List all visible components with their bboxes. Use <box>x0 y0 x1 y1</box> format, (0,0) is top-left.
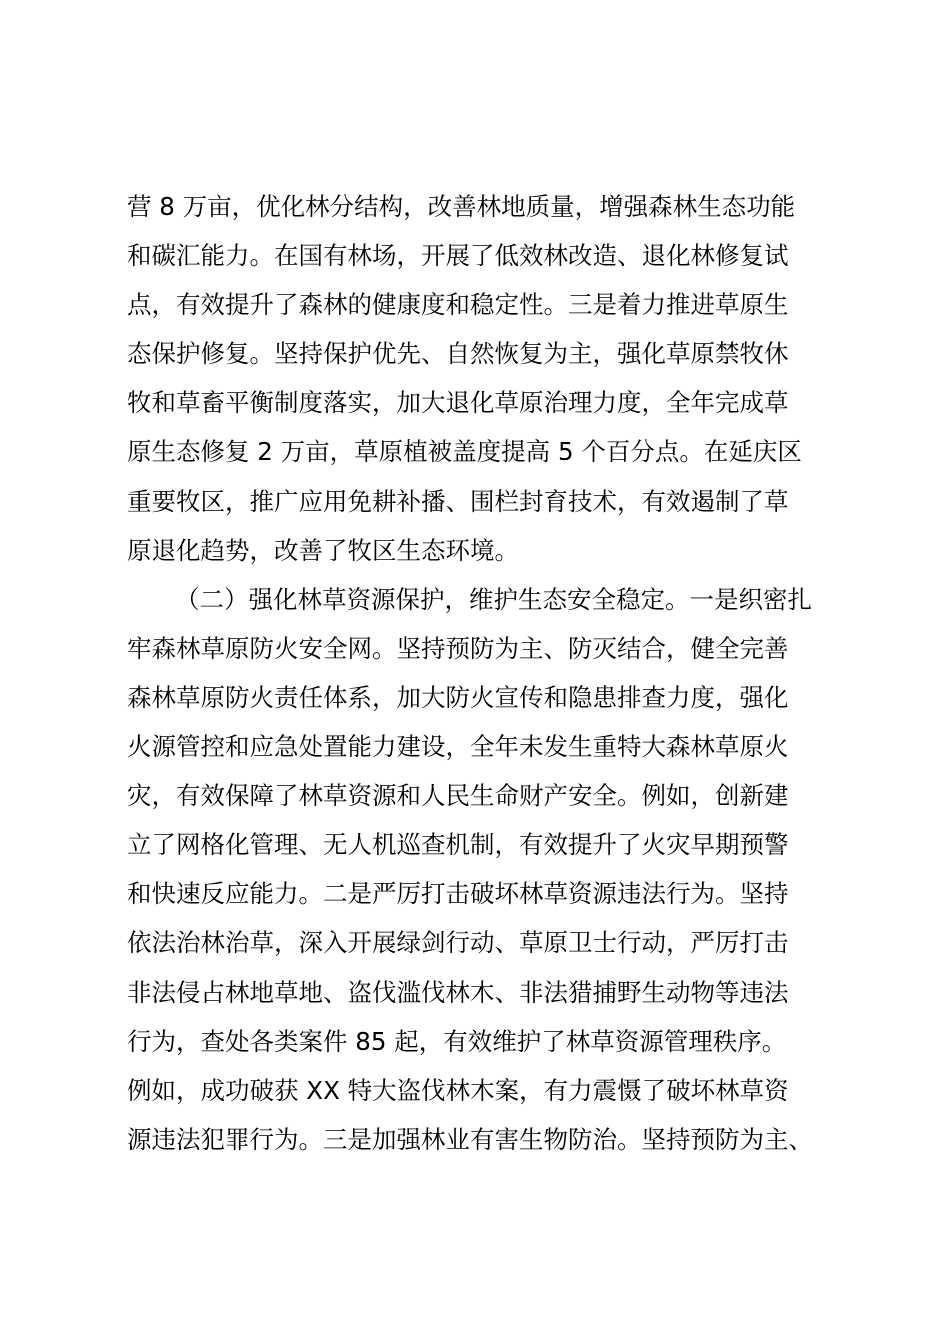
text-line: 原退化趋势，改善了牧区生态环境。 <box>127 535 519 565</box>
text-line: 态保护修复。坚持保护优先、自然恢复为主，强化草原禁牧休 <box>127 339 789 369</box>
text-line: 牢森林草原防火安全网。坚持预防为主、防灭结合，健全完善 <box>127 633 789 663</box>
text-line: 牧和草畜平衡制度落实，加大退化草原治理力度，全年完成草 <box>127 388 789 418</box>
text-line: 点，有效提升了森林的健康度和稳定性。三是着力推进草原生 <box>127 290 789 320</box>
text-line: 行为，查处各类案件 85 起，有效维护了林草资源管理秩序。 <box>127 1026 787 1056</box>
section-heading-line: （二）强化林草资源保护，维护生态安全稳定。一是织密扎 <box>175 584 812 614</box>
text-line: 重要牧区，推广应用免耕补播、围栏封育技术，有效遏制了草 <box>127 486 789 516</box>
text-line: 火源管控和应急处置能力建设，全年未发生重特大森林草原火 <box>127 732 789 762</box>
text-line: 例如，成功破获 XX 特大盗伐林木案，有力震慑了破坏林草资 <box>127 1075 789 1105</box>
text-line: 森林草原防火责任体系，加大防火宣传和隐患排查力度，强化 <box>127 682 789 712</box>
text-line: 非法侵占林地草地、盗伐滥伐林木、非法猎捕野生动物等违法 <box>127 977 789 1007</box>
text-line: 灾，有效保障了林草资源和人民生命财产安全。例如，创新建 <box>127 781 789 811</box>
text-line: 源违法犯罪行为。三是加强林业有害生物防治。坚持预防为主、 <box>127 1124 813 1154</box>
text-line: 依法治林治草，深入开展绿剑行动、草原卫士行动，严厉打击 <box>127 928 789 958</box>
text-line: 和碳汇能力。在国有林场，开展了低效林改造、退化林修复试 <box>127 241 789 271</box>
text-line: 和快速反应能力。二是严厉打击破坏林草资源违法行为。坚持 <box>127 879 789 909</box>
body-text <box>127 182 847 1164</box>
text-line: 营 8 万亩，优化林分结构，改善林地质量，增强森林生态功能 <box>127 192 796 221</box>
text-line: 原生态修复 2 万亩，草原植被盖度提高 5 个百分点。在延庆区 <box>127 437 802 467</box>
text-line: 立了网格化管理、无人机巡查机制，有效提升了火灾早期预警 <box>127 830 789 860</box>
